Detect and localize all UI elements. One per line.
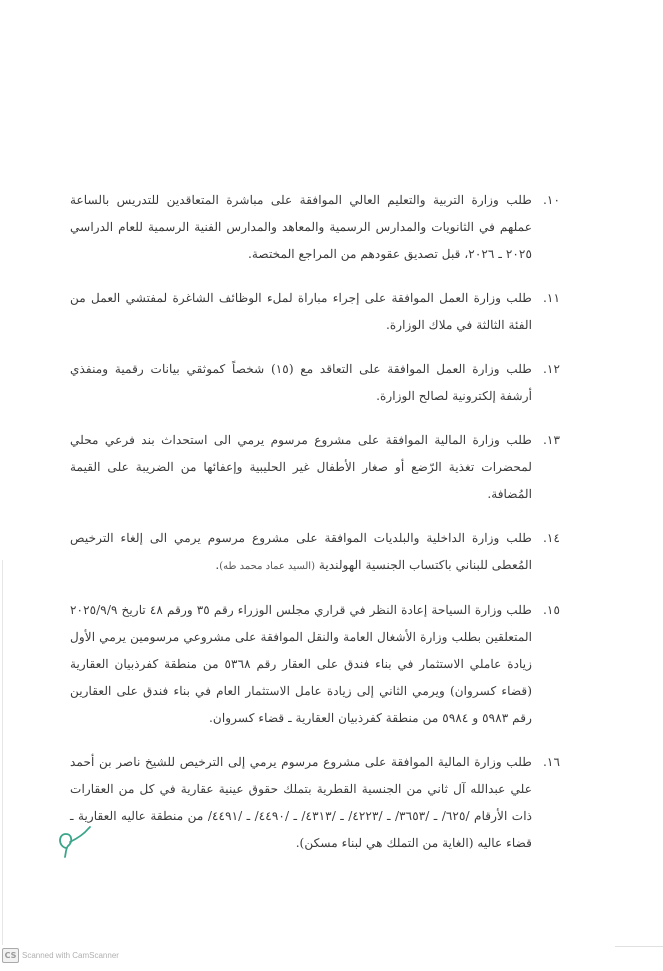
handwritten-signature xyxy=(52,822,102,862)
item-note: (السيد عماد محمد طه) xyxy=(219,561,315,572)
agenda-item xyxy=(70,597,560,732)
item-text: طلب وزارة العمل الموافقة على إجراء مباراة لملء الوظائف الشاغرة لمفتشي العمل من الفئة الثالثة في ملاك الوزارة. xyxy=(70,291,532,332)
item-text: طلب وزارة المالية الموافقة على مشروع مرسوم يرمي إلى الترخيص للشيخ ناصر بن أحمد علي عبدالله آل ثاني من الجنسية القطرية بتملك حقوق عينية عقارية في كل من العقارات ذات الأرقام /٦٢٥/ ـ /٣٦٥٣/ ـ /٤٢٢٣/ ـ /٤٣١٣/ ـ /٤٤٩٠/ ـ /٤٤٩١/ من منطقة عاليه العقارية ـ قضاء عاليه (الغاية من التملك هي لبناء مسكن). xyxy=(70,755,533,850)
item-number: ١٢. xyxy=(543,362,560,376)
camscanner-watermark xyxy=(2,948,119,963)
item-number: ١٤. xyxy=(543,531,560,545)
camscanner-text: Scanned with CamScanner xyxy=(22,951,119,960)
item-number: ١١. xyxy=(543,291,560,305)
agenda-item xyxy=(70,749,560,857)
agenda-item xyxy=(70,525,560,580)
item-number: ١٣. xyxy=(543,433,560,447)
item-tail: . xyxy=(215,558,220,572)
agenda-item xyxy=(70,356,560,410)
item-number: ١٦. xyxy=(543,755,560,769)
agenda-item xyxy=(70,427,560,508)
item-text: طلب وزارة السياحة إعادة النظر في قراري مجلس الوزراء رقم ٣٥ ورقم ٤٨ تاريخ ٢٠٢٥/٩/٩ المتعلقين بطلب وزارة الأشغال العامة والنقل الموافقة على مشروعي مرسومين يرمي الأول زيادة عاملي الاستثمار في بناء فندق على العقار رقم ٥٣٦٨ من منطقة كفرذبيان العقارية (قضاء كسروان) ويرمي الثاني إلى زيادة عامل الاستثمار العام في بناء فندق على العقارين رقم ٥٩٨٣ و ٥٩٨٤ من منطقة كفرذبيان العقارية ـ قضاء كسروان. xyxy=(70,603,533,725)
item-text: طلب وزارة التربية والتعليم العالي الموافقة على مباشرة المتعاقدين للتدريس بالساعة عملهم في الثانويات والمدارس الرسمية والمعاهد والمدارس الفنية الرسمية للعام الدراسي ٢٠٢٥ ـ ٢٠٢٦، قبل تصديق عقودهم من المراجع المختصة. xyxy=(70,193,532,261)
item-number: ١٥. xyxy=(543,603,560,617)
agenda-item xyxy=(70,187,560,268)
page-edge-bottom xyxy=(615,946,663,947)
agenda-item xyxy=(70,285,560,339)
item-text: طلب وزارة العمل الموافقة على التعاقد مع (١٥) شخصاً كموثقي بيانات رقمية ومنفذي أرشفة إلكترونية لصالح الوزارة. xyxy=(70,362,532,403)
item-number: ١٠. xyxy=(543,193,560,207)
camscanner-logo-icon: CS xyxy=(2,948,19,963)
item-text: طلب وزارة الداخلية والبلديات الموافقة على مشروع مرسوم يرمي الى إلغاء الترخيص المُعطى للبناني باكتساب الجنسية الهولندية xyxy=(70,531,532,572)
item-text: طلب وزارة المالية الموافقة على مشروع مرسوم يرمي الى استحداث بند فرعي محلي لمحضرات تغذية الرّضع أو صغار الأطفال غير الحليبية وإعفائها من الضريبة على القيمة المُضافة. xyxy=(70,433,532,501)
page-edge-left xyxy=(2,560,3,945)
agenda-items-list xyxy=(70,187,560,857)
